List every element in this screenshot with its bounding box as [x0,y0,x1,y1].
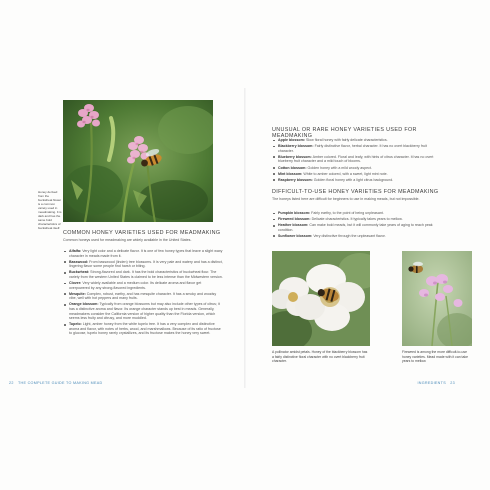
list-item: Mint blossom: White to amber colored, with a sweet, light mint note. [272,172,442,177]
common-intro: Common honeys used for meadmaking are widely available in the United States. [63,238,192,242]
list-item: Buckwheat: Strong-flavored and dark. It has the bold characteristics of buckwheat flour. The variety from the western United States is claimed to be less intense than the Midwestern version. [63,270,223,279]
list-item: Raspberry blossom: Golden floral honey with a light citrus background. [272,178,442,183]
caption-blackberry: A pollinator amidst petals. Honey of the blackberry blossom has a fairly distinctive floral character with no overt blackberry fruit character. [272,350,368,364]
right-running-title: INGREDIENTS [417,381,446,385]
photo-sainfoin-bee [63,100,213,222]
list-item: Cotton blossom: Golden honey with a mild woody aspect. [272,166,442,171]
rare-heading: UNUSUAL OR RARE HONEY VARIETIES USED FOR MEADMAKING [272,127,417,139]
rare-list [272,138,442,184]
difficult-heading: DIFFICULT-TO-USE HONEY VARIETIES FOR MEADMAKING [272,189,439,195]
list-item: Orange blossom: Typically from orange blossoms but may also include other types of citrus; it has a distinctive aroma and flavor. Its orange character stands up best in meads. Generally, meadmakers consider the California version of higher quality than the Florida version, which seems less fruity and citrusy, and more muddled. [63,302,223,320]
left-page-number: 22 [9,381,14,385]
right-footer [417,381,458,385]
list-item: Sunflower blossom: Very distinctive through the unpleasant flavor. [272,234,442,239]
side-caption: Honey derived from the buckwheat flower is a common variety used in meadmaking. It is dark and has the same bold characteristics of buckwheat itself. [38,190,62,230]
sainfoin-bee-illustration [63,100,213,222]
list-item: Clover: Very widely available and a medium color. Its delicate aroma and flavor get overpowered by any strong-flavored ingredients. [63,281,223,290]
right-page-number: 23 [450,381,455,385]
difficult-intro: The honeys listed here are difficult for beginners to use in making meads, but not impossible. [272,197,420,201]
list-item: Blackberry blossom: Fairly distinctive flavor, herbal character. It has no overt blackberry fruit character. [272,144,442,153]
left-running-title: THE COMPLETE GUIDE TO MAKING MEAD [17,381,103,385]
list-item: Blueberry blossom: Amber colored. Floral and leafy, with hints of citrus character. It has no overt blueberry fruit character and a mild touch of blooms. [272,155,442,164]
list-item: Mesquite: Complex, robust, earthy, and has mesquite character. It has a smoky and woodsy vibe, well with hot peppers and many fruits. [63,292,223,301]
common-list [63,249,223,337]
blackberry-blossom-illustration [272,251,370,346]
photo-blackberry-blossom [272,251,370,346]
photo-fireweed [402,251,472,346]
list-item: Basswood: From basswood (linden) tree blossoms. It is very pale and watery and has a distinct, lingering flavor some people find harsh or biting. [63,260,223,269]
difficult-list [272,211,442,240]
caption-fireweed: Fireweed is among the more difficult-to-use honey varieties. Mead made with it can take years to mellow. [402,350,468,364]
fireweed-illustration [402,251,472,346]
common-heading: COMMON HONEY VARIETIES USED FOR MEADMAKING [63,230,221,236]
list-item: Heather blossom: Can make bold meads, but it will commonly take years of aging to reach peak condition. [272,223,442,232]
list-item: Pumpkin blossom: Fairly earthy, to the point of being unpleasant. [272,211,442,216]
list-item: Apple blossom: Slow floral honey with fairly delicate characteristics. [272,138,442,143]
list-item: Tupelo: Light, amber honey from the white tupelo tree. It has a very complex and distinctive aroma and flavor, with notes of herbs, wood, and marshmallows. Because of its ratio of fructose to glucose, tupelo honey rarely crystallizes, and its fructose makes the honey very sweet. [63,322,223,336]
gutter-shadow [244,88,246,388]
left-footer [6,381,103,385]
list-item: Fireweed blossom: Delicate characteristics. It typically takes years to mellow. [272,217,442,222]
list-item: Alfalfa: Very light color and a delicate flavor. It is one of few honey types that leave a slight waxy character in meads made from it. [63,249,223,258]
